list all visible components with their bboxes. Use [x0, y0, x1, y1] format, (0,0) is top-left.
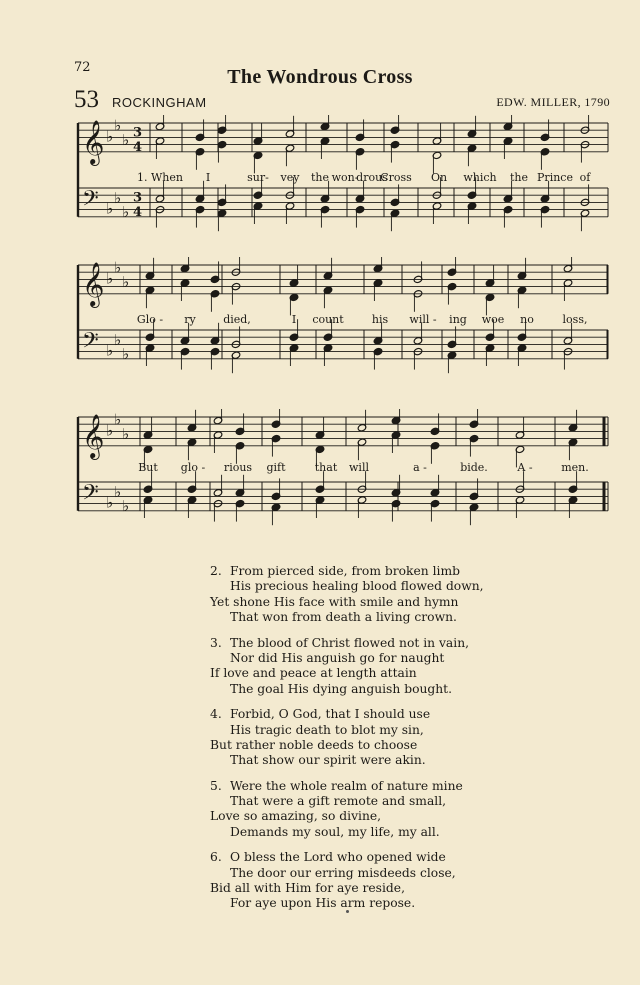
verse-number: 5.	[210, 778, 222, 793]
flat-icon: ♭	[106, 341, 114, 360]
flat-icon: ♭	[114, 188, 122, 207]
verse-line	[210, 651, 610, 666]
time-signature: 4	[133, 205, 143, 221]
lyric-syllable: died,	[223, 313, 251, 326]
lyric-syllable: glo -	[180, 461, 206, 474]
verse-block	[210, 707, 610, 769]
verse-line	[210, 809, 610, 824]
lyric-syllable: I	[205, 171, 211, 184]
bass-clef-icon: 𝄢	[82, 328, 99, 359]
verse-text: If love and peace at length attain	[210, 666, 417, 681]
bass-clef-icon: 𝄢	[82, 480, 99, 511]
verse-line	[210, 579, 610, 594]
flat-icon: ♭	[106, 421, 114, 440]
music-system-2	[0, 257, 640, 397]
flat-icon: ♭	[106, 493, 114, 512]
verse-number: 2.	[210, 564, 222, 578]
verse-text: That show our spirit were akin.	[230, 753, 426, 768]
verse-block	[210, 564, 610, 626]
verse-text: Love so amazing, so divine,	[210, 809, 382, 824]
additional-verses	[210, 564, 610, 922]
bass-clef-icon: 𝄢	[82, 186, 99, 217]
treble-clef-icon: 𝄞	[82, 119, 105, 164]
page-mark	[346, 910, 349, 913]
lyric-syllable: On	[430, 171, 448, 184]
lyric-syllable: gift	[266, 461, 286, 474]
lyric-syllable: his	[371, 313, 389, 326]
lyric-syllable: bide.	[460, 461, 488, 474]
verse-block	[210, 850, 610, 912]
verse-text: Nor did His anguish go for naught	[230, 650, 445, 665]
lyric-syllable: loss,	[562, 313, 588, 326]
verse-line	[210, 753, 610, 768]
flat-icon: ♭	[122, 273, 130, 291]
verse-line	[210, 610, 610, 625]
music-system-1	[0, 115, 640, 255]
verse-text: The door our erring misdeeds close,	[230, 865, 456, 880]
verse-text: His precious healing blood flowed down,	[230, 579, 484, 594]
lyric-syllable: of	[579, 171, 591, 184]
lyric-syllable: But	[138, 461, 158, 474]
verse-text: Forbid, O God, that I should use	[230, 707, 431, 722]
lyric-syllable: ing	[449, 313, 467, 326]
verse-text: Were the whole realm of nature mine	[230, 778, 463, 793]
verse-text: His tragic death to blot my sin,	[230, 722, 424, 737]
time-signature: 3	[133, 190, 143, 206]
lyric-syllable: Cross	[380, 171, 412, 184]
lyric-syllable: the	[509, 171, 529, 184]
music-system-3	[0, 409, 640, 549]
flat-icon: ♭	[106, 269, 114, 288]
hymn-title: The Wondrous Cross	[227, 66, 413, 88]
verse-text: The goal His dying anguish bought.	[230, 681, 453, 696]
verse-line	[210, 682, 610, 697]
verse-line	[210, 564, 610, 579]
flat-icon: ♭	[106, 199, 114, 218]
flat-icon: ♭	[114, 482, 122, 501]
lyric-syllable: 1. When	[137, 171, 183, 184]
flat-icon: ♭	[114, 410, 122, 429]
flat-icon: ♭	[106, 127, 114, 146]
lyric-syllable: count	[312, 313, 344, 326]
verse-text: Yet shone His face with smile and hymn	[210, 594, 459, 609]
flat-icon: ♭	[122, 131, 130, 149]
verse-line	[210, 850, 610, 865]
lyric-syllable: won-	[331, 171, 359, 184]
verse-text: Bid all with Him for aye reside,	[210, 881, 405, 896]
lyric-syllable: which	[463, 171, 497, 184]
time-signature: 4	[133, 140, 143, 156]
flat-icon: ♭	[114, 116, 122, 135]
verse-text: That won from death a living crown.	[230, 610, 457, 625]
verse-line	[210, 779, 610, 794]
lyric-syllable: vey	[280, 171, 300, 184]
lyric-syllable: A -	[517, 461, 533, 474]
flat-icon: ♭	[122, 425, 130, 443]
lyric-syllable: the	[310, 171, 330, 184]
verse-line	[210, 794, 610, 809]
flat-icon: ♭	[114, 258, 122, 277]
verse-text: For aye upon His arm repose.	[230, 896, 416, 911]
lyric-syllable: no	[520, 313, 534, 326]
flat-icon: ♭	[122, 345, 130, 364]
verse-line	[210, 881, 610, 896]
verse-block	[210, 636, 610, 698]
verse-line	[210, 896, 610, 911]
tune-name: ROCKINGHAM	[112, 95, 207, 110]
verse-text: The blood of Christ flowed not in vain,	[230, 635, 470, 650]
verse-block	[210, 779, 610, 841]
verse-number: 3.	[210, 635, 222, 650]
page-number: 72	[74, 60, 91, 75]
lyric-syllable: men.	[561, 461, 589, 474]
lyric-syllable: Prince	[537, 171, 573, 184]
verse-line	[210, 738, 610, 753]
treble-clef-icon: 𝄞	[82, 261, 105, 306]
verse-text: From pierced side, from broken limb	[230, 564, 461, 578]
lyric-syllable: woe	[481, 313, 505, 326]
time-signature: 3	[133, 125, 143, 141]
verse-line	[210, 636, 610, 651]
verse-text: But rather noble deeds to choose	[210, 737, 418, 752]
hymn-number: 53	[74, 86, 99, 113]
verse-line	[210, 595, 610, 610]
lyric-syllable: sur-	[247, 171, 269, 184]
verse-line	[210, 707, 610, 722]
verse-number: 4.	[210, 707, 222, 722]
verse-number: 6.	[210, 850, 222, 865]
lyric-syllable: that	[314, 461, 338, 474]
verse-text: Demands my soul, my life, my all.	[230, 824, 440, 839]
lyric-syllable: will	[349, 461, 369, 474]
lyric-syllable: a -	[413, 461, 427, 474]
lyric-syllable: ry	[184, 313, 196, 326]
verse-text: That were a gift remote and small,	[230, 794, 447, 809]
verse-line	[210, 723, 610, 738]
verse-text: O bless the Lord who opened wide	[230, 850, 446, 865]
lyric-syllable: rious	[223, 461, 253, 474]
lyric-syllable: drous	[356, 171, 388, 184]
lyric-syllable: Glo -	[136, 313, 164, 326]
flat-icon: ♭	[122, 497, 130, 516]
verse-line	[210, 825, 610, 840]
flat-icon: ♭	[114, 330, 122, 349]
staff-system-3-svg	[0, 409, 640, 544]
lyric-syllable: will -	[409, 313, 437, 326]
treble-clef-icon: 𝄞	[82, 413, 105, 458]
verse-line	[210, 866, 610, 881]
flat-icon: ♭	[122, 203, 130, 222]
lyric-syllable: I	[291, 313, 297, 326]
verse-line	[210, 666, 610, 681]
composer-credit: EDW. MILLER, 1790	[496, 95, 610, 109]
